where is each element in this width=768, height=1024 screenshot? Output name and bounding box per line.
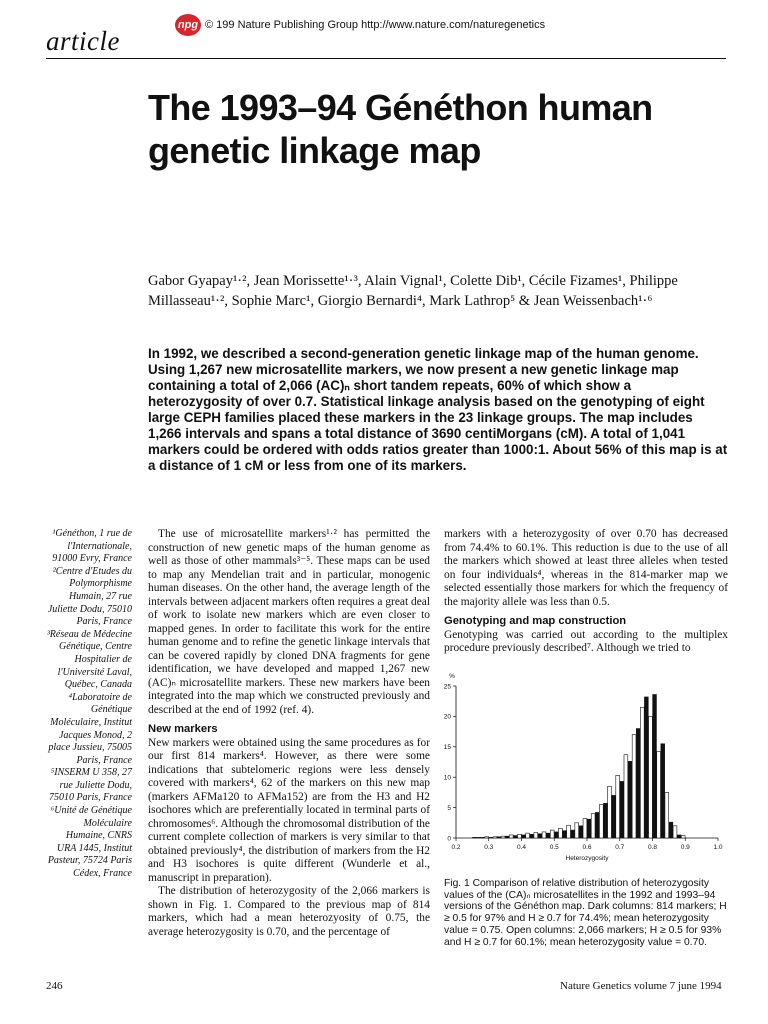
title-line-1: The 1993–94 Généthon human — [148, 87, 653, 128]
bar-814-markers — [489, 837, 493, 838]
new-markers-paragraph: New markers were obtained using the same procedures as for our first 814 markers⁴. However, as there were some indications that subtelomeric regions were less densely covered with markers⁴, 62 of the markers on this new map (markers AFMa120 to AFMa152) are from the H3 and H2 isochores which are preferentially located in terminal parts of chromosomes⁶. Although the chromosomal distribution of the current complete collection of markers is very similar to that obtained previously⁴, the distribution of markers from the H2 and H3 isochores is quite different (Wunderle et al., manuscript in preparation). — [148, 736, 430, 884]
bar-2066-markers — [591, 814, 595, 838]
y-tick-label: 20 — [443, 713, 451, 721]
bar-2066-markers — [534, 833, 538, 838]
bar-814-markers — [636, 729, 640, 838]
bar-2066-markers — [509, 835, 513, 838]
bar-814-markers — [677, 835, 681, 838]
header-divider — [46, 58, 726, 59]
x-axis-title: Heterozygosity — [565, 855, 609, 862]
y-tick-label: 0 — [447, 835, 451, 843]
bar-2066-markers — [493, 837, 497, 838]
x-tick-label: 0.9 — [680, 844, 690, 851]
y-axis-label: % — [449, 673, 455, 680]
bar-814-markers — [505, 836, 509, 838]
y-tick-label: 15 — [443, 744, 451, 752]
x-tick-label: 0.3 — [484, 844, 494, 851]
title-line-2: genetic linkage map — [148, 130, 481, 171]
article-title — [148, 86, 728, 172]
figure-1-chart — [440, 664, 730, 876]
bar-2066-markers — [632, 735, 636, 838]
bar-814-markers — [579, 826, 583, 838]
bar-814-markers — [604, 803, 608, 838]
x-tick-label: 0.5 — [549, 844, 559, 851]
bar-814-markers — [522, 835, 526, 838]
section-heading-genotyping: Genotyping and map construction — [444, 615, 627, 627]
bar-2066-markers — [624, 755, 628, 838]
x-tick-label: 0.4 — [516, 844, 527, 851]
bar-814-markers — [571, 830, 575, 838]
bar-2066-markers — [542, 832, 546, 838]
intro-paragraph: The use of microsatellite markers¹·² has permitted the construction of new genetic maps of the human genome as well as those of other mammals³⁻⁵. These maps can be used to map any Mendelian trait and in particular, monogenic human diseases. On the other hand, the average length of the intervals between adjacent markers often requires a great deal of work to isolate new markers which are even closer to mapped genes. In order to facilitate this work for the entire human genome and to refine the genetic linkage intervals that can be covered rapidly by cloned DNA fragments for gene identification, we have developed and mapped 1,267 new (AC)ₙ microsatellite markers. These new markers have been integrated into the map which we constructed previously and described at the end of 1992 (ref. 4). — [148, 528, 430, 716]
bar-2066-markers — [518, 834, 522, 838]
bar-814-markers — [546, 833, 550, 838]
section-heading-new-markers: New markers — [148, 723, 218, 735]
histogram-svg — [440, 664, 730, 876]
x-tick-label: 1.0 — [713, 844, 723, 851]
bar-814-markers — [538, 834, 542, 838]
bar-2066-markers — [616, 775, 620, 838]
bar-2066-markers — [657, 752, 661, 838]
bar-2066-markers — [649, 716, 653, 838]
x-tick-label: 0.8 — [647, 844, 658, 851]
bar-2066-markers — [526, 833, 530, 838]
author-list — [148, 271, 728, 311]
abstract: In 1992, we described a second-generation genetic linkage map of the human genome. Using 1,267 new microsatellite markers, we now present a new genetic linkage map containing a total of 2,066 (AC)ₙ short tandem repeats, 60% of which show a heterozygosity of over 0.7. Statistical linkage analysis based on the genotyping of eight large CEPH families placed these markers in the 23 linkage groups. The map includes 1,266 intervals and spans a total distance of 3690 centiMorgans (cM). A total of 1,041 markers could be ordered with odds ratios greater than 1000:1. About 56% of this map is at a distance of 1 cM or less from one of its markers. — [148, 346, 728, 473]
x-tick-label: 0.2 — [451, 844, 461, 851]
genotyping-paragraph: Genotyping was carried out according to the multiplex procedure previously described⁷. Although we tried to — [444, 628, 728, 654]
bar-814-markers — [628, 761, 632, 838]
bar-814-markers — [554, 832, 558, 838]
bar-814-markers — [669, 822, 673, 838]
bar-2066-markers — [550, 830, 554, 838]
heterozygosity-paragraph: The distribution of heterozygosity of the 2,066 markers is shown in Fig. 1. Compared to the previous map of 814 markers, which had a mean heterozyosity of 0.75, the average heterozygosity is 0.70, and the percentage of — [148, 885, 430, 938]
header-bar — [175, 14, 545, 36]
bar-2066-markers — [681, 836, 685, 838]
bar-2066-markers — [485, 837, 489, 838]
bar-2066-markers — [477, 837, 481, 838]
bar-2066-markers — [599, 805, 603, 838]
x-tick-label: 0.6 — [582, 844, 592, 851]
bar-814-markers — [653, 695, 657, 838]
bar-814-markers — [530, 834, 534, 838]
bar-814-markers — [644, 697, 648, 838]
page-number: 246 — [46, 980, 63, 992]
bar-814-markers — [612, 795, 616, 838]
bar-2066-markers — [608, 786, 612, 838]
npg-logo-icon: npg — [175, 14, 201, 36]
bar-2066-markers — [673, 826, 677, 838]
bar-2066-markers — [640, 707, 644, 838]
affiliations: ¹Généthon, 1 rue de l'Internationale, 91000 Evry, France ²Centre d'Etudes du Polymorphisme Humain, 27 rue Juliette Dodu, 75010 Paris, France ³Réseau de Médecine Génétique, Centre Hospitalier de l'Université Laval, Québec, Canada ⁴Laboratoire de Génétique Moléculaire, Institut Jacques Monod, 2 place Jussieu, 75005 Paris, France ⁵INSERM U 358, 27 rue Juliette Dodu, 75010 Paris, France ⁶Unité de Génétique Moléculaire Humaine, CNRS URA 1445, Institut Pasteur, 75724 Paris Cédex, France — [46, 528, 132, 880]
x-tick-label: 0.7 — [615, 844, 625, 851]
authors-line-2: Millasseau¹·², Sophie Marc¹, Giorgio Bernardi⁴, Mark Lathrop⁵ & Jean Weissenbach¹·⁶ — [148, 293, 653, 309]
journal-footer: Nature Genetics volume 7 june 1994 — [560, 980, 722, 992]
bar-814-markers — [473, 837, 477, 838]
bar-2066-markers — [665, 792, 669, 838]
header-copyright: © 199 Nature Publishing Group http://www.nature.com/naturegenetics — [205, 19, 546, 31]
y-tick-label: 10 — [443, 774, 451, 782]
y-tick-label: 25 — [443, 683, 451, 691]
bar-814-markers — [563, 831, 567, 838]
bar-2066-markers — [567, 825, 571, 838]
y-tick-label: 5 — [447, 804, 451, 812]
bar-814-markers — [497, 837, 501, 838]
bar-814-markers — [513, 836, 517, 838]
bar-814-markers — [587, 819, 591, 838]
bar-2066-markers — [501, 836, 505, 838]
authors-line-1: Gabor Gyapay¹·², Jean Morissette¹·³, Alain Vignal¹, Colette Dib¹, Cécile Fizames¹, Philippe — [148, 273, 678, 289]
bar-2066-markers — [583, 819, 587, 838]
article-label: article — [46, 26, 120, 56]
bar-814-markers — [481, 837, 485, 838]
continuation-paragraph: markers with a heterozygosity of over 0.70 has decreased from 74.4% to 60.1%. This reduction is due to the use of all the markers which showed at least three alleles when tested on four individuals⁴, whereas in the 814-marker map we selected essentially those markers for which the frequency of the majority allele was less than 0.5. — [444, 528, 728, 608]
bar-814-markers — [620, 781, 624, 838]
body-column-2 — [444, 528, 728, 656]
bar-814-markers — [595, 812, 599, 838]
bar-2066-markers — [575, 823, 579, 838]
bar-2066-markers — [558, 828, 562, 838]
figure-1-caption: Fig. 1 Comparison of relative distribution of heterozygosity values of the (CA)ₙ microsatellites in the 1992 and 1993–94 versions of the Généthon map. Dark columns: 814 markers; H ≥ 0.5 for 97% and H ≥ 0.7 for 74.4%; mean heterozygosity value = 0.75. Open columns: 2,066 markers; H ≥ 0.5 for 93% and H ≥ 0.7 for 60.1%; mean heterozygosity value = 0.70. — [444, 878, 727, 948]
body-column-1 — [148, 528, 430, 939]
bar-814-markers — [661, 744, 665, 838]
